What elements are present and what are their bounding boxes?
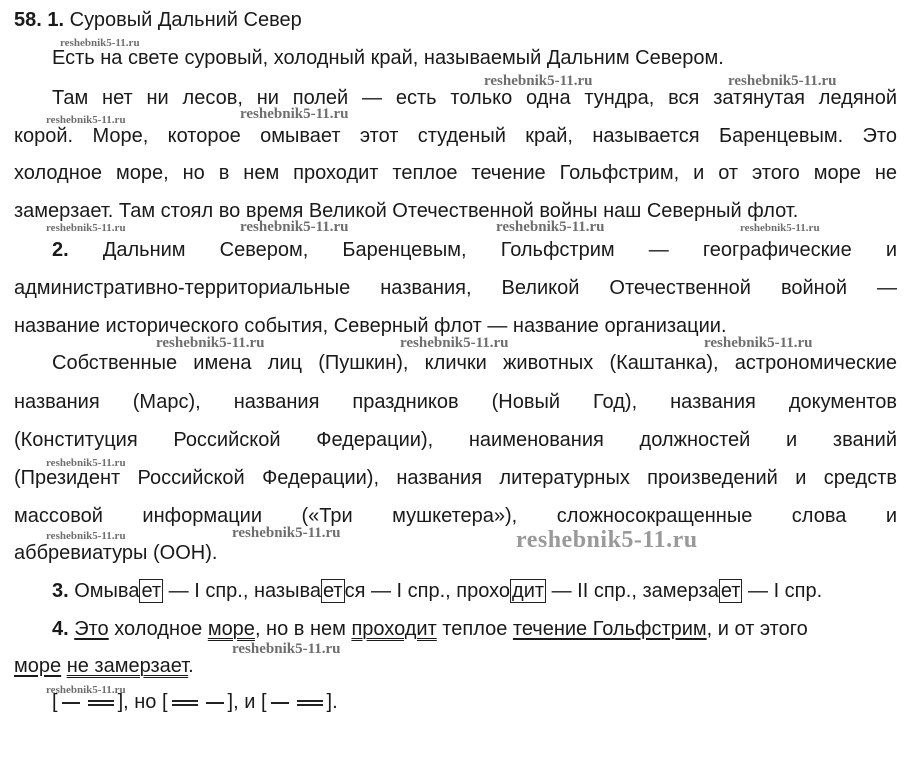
watermark: reshebnik5-11.ru [400, 335, 509, 351]
verb-2-suffix: ся [344, 580, 366, 602]
part-4-text-1: холодное [108, 618, 208, 640]
verb-1-label: — I спр., [163, 580, 254, 602]
watermark: reshebnik5-11.ru [60, 37, 140, 49]
subject-more: море [14, 655, 62, 677]
watermark: reshebnik5-11.ru [46, 222, 126, 234]
verb-3-ending-box: дит [512, 580, 545, 602]
predicate-line-icon [88, 700, 114, 706]
part-2-text-1: Дальним Севером, Баренцевым, Гольфстрим — географические и [102, 239, 897, 261]
part-2-line-3: название исторического события, Северный флот — название организации. [14, 315, 727, 337]
part-3-number: 3. [52, 580, 69, 602]
part-2-line-2: административно-территориальные названия, Великой Отечественной войной — [14, 277, 897, 299]
watermark: reshebnik5-11.ru [232, 641, 341, 657]
verb-2-label: — I спр., [365, 580, 457, 602]
subject-line-icon [62, 702, 80, 704]
task-number: 58. [14, 9, 42, 31]
watermark: reshebnik5-11.ru [484, 73, 593, 89]
part-2-line-5: названия (Марс), названия праздников (Новый Год), названия документов [14, 391, 897, 413]
predicate-prokhodit: проходит [351, 618, 437, 640]
verb-1-ending-box: ет [141, 580, 162, 602]
part-2-line-4: Собственные имена лиц (Пушкин), клички животных (Каштанка), астрономические [52, 352, 897, 374]
paragraph-2-line-2: корой. Море, которое омывает этот студеный край, называется Баренцевым. Это [14, 125, 897, 147]
conjunction-1: но [128, 691, 162, 713]
part-4-text-6: . [188, 655, 194, 677]
verb-4-label: — I спр. [742, 580, 823, 602]
watermark: reshebnik5-11.ru [46, 457, 126, 469]
verb-4-ending-box: ет [720, 580, 741, 602]
part-4-line-1 [52, 617, 808, 641]
paragraph-2-line-3: холодное море, но в нем проходит теплое течение Гольфстрим, и от этого море не [14, 162, 897, 184]
part-3-line [52, 579, 822, 603]
predicate-line-icon [172, 700, 198, 706]
part-1-number: 1. [47, 9, 65, 31]
watermark: reshebnik5-11.ru [46, 684, 126, 696]
part-4-number: 4. [52, 618, 69, 640]
watermark: reshebnik5-11.ru [740, 222, 820, 234]
watermark: reshebnik5-11.ru [240, 106, 349, 122]
part-4-text-2: , но в нем [254, 618, 352, 640]
watermark: reshebnik5-11.ru [704, 335, 813, 351]
watermark-large: reshebnik5-11.ru [516, 527, 698, 553]
bracket-open-1: [ [52, 691, 58, 713]
part-2-number: 2. [52, 239, 69, 261]
predicate-more: море [207, 618, 255, 640]
part-2-line-8: массовой информации («Три мушкетера»), сложносокращенные слова и [14, 505, 897, 527]
bracket-open-3: [ [260, 691, 267, 713]
subject-techenie: течение Гольфстрим [512, 618, 707, 640]
part-2-line-7: (Президент Российской Федерации), названия литературных произведений и средств [14, 467, 897, 489]
bracket-close-1: ], [117, 691, 129, 713]
part-2-line-6: (Конституция Российской Федерации), наименования должностей и званий [14, 429, 897, 451]
verb-1-stem: Омыва [74, 580, 140, 602]
verb-2-ending-box: ет [322, 580, 343, 602]
subject-line-icon [271, 702, 289, 704]
conjunction-2: и [238, 691, 261, 713]
part-2-line-1 [52, 238, 897, 262]
part-4-text-4: , и от этого [706, 618, 808, 640]
verb-4-stem: замерза [642, 580, 719, 602]
part-4-text-3: теплое [436, 618, 513, 640]
part-2-line-9: аббревиатуры (ООН). [14, 542, 218, 564]
paragraph-2-line-1: Там нет ни лесов, ни полей — есть только одна тундра, вся затянутая ледяной [52, 87, 897, 109]
bracket-close-3: ]. [326, 691, 338, 713]
verb-2-stem: называ [253, 580, 321, 602]
watermark: reshebnik5-11.ru [496, 219, 605, 235]
part-4-line-2 [14, 654, 194, 678]
watermark: reshebnik5-11.ru [232, 525, 341, 541]
watermark: reshebnik5-11.ru [240, 219, 349, 235]
paragraph-1: Есть на свете суровый, холодный край, называемый Дальним Севером. [52, 47, 724, 69]
bracket-open-2: [ [161, 691, 168, 713]
watermark: reshebnik5-11.ru [156, 335, 265, 351]
subject-eto: Это [74, 618, 109, 640]
verb-3-label: — II спр., [546, 580, 643, 602]
bracket-close-2: ], [227, 691, 239, 713]
task-title-line [14, 8, 302, 32]
watermark: reshebnik5-11.ru [728, 73, 837, 89]
watermark: reshebnik5-11.ru [46, 530, 126, 542]
subject-line-icon [206, 702, 224, 704]
predicate-line-icon [297, 700, 323, 706]
verb-3-stem: прохо [456, 580, 511, 602]
task-title: Суровый Дальний Север [69, 9, 302, 31]
paragraph-2-line-4: замерзает. Там стоял во время Великой Отечественной войны наш Северный флот. [14, 200, 799, 222]
predicate-ne-zamerzaet: не замерзает [66, 655, 189, 677]
watermark: reshebnik5-11.ru [46, 114, 126, 126]
